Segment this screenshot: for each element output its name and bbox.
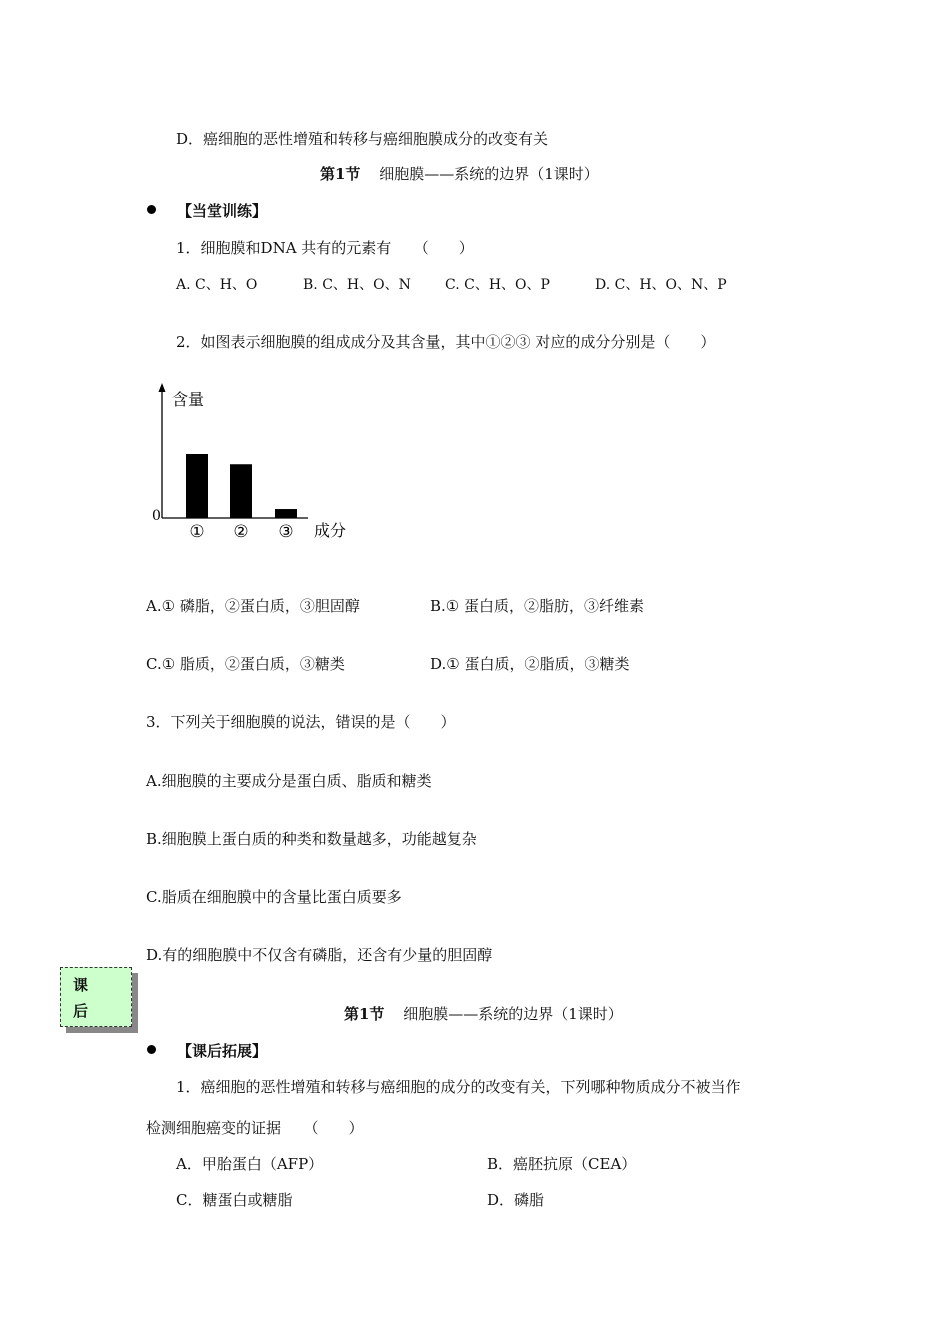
q3-option-c: C.脂质在细胞膜中的含量比蛋白质要多 — [146, 888, 402, 906]
y-axis-label: 含量 — [172, 390, 205, 409]
q1-option-a: A. C、H、O — [176, 277, 258, 293]
bullet-icon — [147, 205, 156, 214]
after-class-tag — [60, 967, 132, 1027]
bullet-icon — [147, 1045, 156, 1054]
q1-text: 1．细胞膜和DNA 共有的元素有 （ ） — [176, 239, 474, 257]
section2-title — [344, 1003, 623, 1024]
bar-2 — [230, 464, 252, 518]
q1-option-b: B. C、H、O、N — [303, 277, 411, 293]
section1-title-text: 细胞膜——系统的边界（1课时） — [379, 165, 599, 183]
section2-title-text: 细胞膜——系统的边界（1课时） — [403, 1005, 623, 1023]
origin-label: 0 — [152, 508, 161, 524]
tag-line2: 后 — [73, 1002, 89, 1020]
tag-line1: 课 — [73, 976, 89, 994]
q1-option-d: D. C、H、O、N、P — [595, 277, 727, 293]
bar-3 — [275, 509, 297, 518]
section1-title — [320, 163, 599, 184]
q1-option-c: C. C、H、O、P — [445, 277, 550, 293]
section2-title-number: 第1节 — [344, 1005, 385, 1023]
q4-text-line2: 检测细胞癌变的证据 （ ） — [146, 1119, 364, 1137]
q2-option-c: C.① 脂质，②蛋白质，③糖类 — [146, 655, 345, 673]
q4-option-a: A．甲胎蛋白（AFP） — [176, 1155, 324, 1173]
top-option-d: D．癌细胞的恶性增殖和转移与癌细胞膜成分的改变有关 — [176, 130, 549, 148]
q3-text: 3．下列关于细胞膜的说法，错误的是（ ） — [146, 713, 456, 731]
bar-1 — [186, 454, 208, 518]
x-tick-label-2: ② — [233, 522, 249, 542]
q3-option-a: A.细胞膜的主要成分是蛋白质、脂质和糖类 — [146, 772, 432, 790]
section1-heading: 【当堂训练】 — [177, 202, 268, 220]
q2-option-d: D.① 蛋白质，②脂质，③糖类 — [430, 655, 630, 673]
q4-option-d: D．磷脂 — [487, 1191, 545, 1209]
x-tick-label-1: ① — [189, 522, 205, 542]
section1-title-number: 第1节 — [320, 165, 361, 183]
x-tick-label-3: ③ — [278, 522, 294, 542]
section2-heading: 【课后拓展】 — [177, 1042, 268, 1060]
bar-chart — [140, 380, 370, 550]
q4-option-c: C．糖蛋白或糖脂 — [176, 1191, 293, 1209]
y-axis — [159, 383, 166, 518]
x-axis-label: 成分 — [314, 521, 347, 540]
q2-option-a: A.① 磷脂，②蛋白质，③胆固醇 — [146, 597, 360, 615]
q3-option-b: B.细胞膜上蛋白质的种类和数量越多，功能越复杂 — [146, 830, 477, 848]
q3-option-d: D.有的细胞膜中不仅含有磷脂，还含有少量的胆固醇 — [146, 946, 493, 964]
q4-text-line1: 1．癌细胞的恶性增殖和转移与癌细胞的成分的改变有关，下列哪种物质成分不被当作 — [176, 1078, 741, 1096]
q2-option-b: B.① 蛋白质，②脂肪，③纤维素 — [430, 597, 645, 615]
q4-option-b: B．癌胚抗原（CEA） — [487, 1155, 637, 1173]
q2-text: 2．如图表示细胞膜的组成成分及其含量，其中①②③ 对应的成分分别是（ ） — [176, 333, 716, 351]
y-axis-arrow-icon — [159, 383, 166, 392]
